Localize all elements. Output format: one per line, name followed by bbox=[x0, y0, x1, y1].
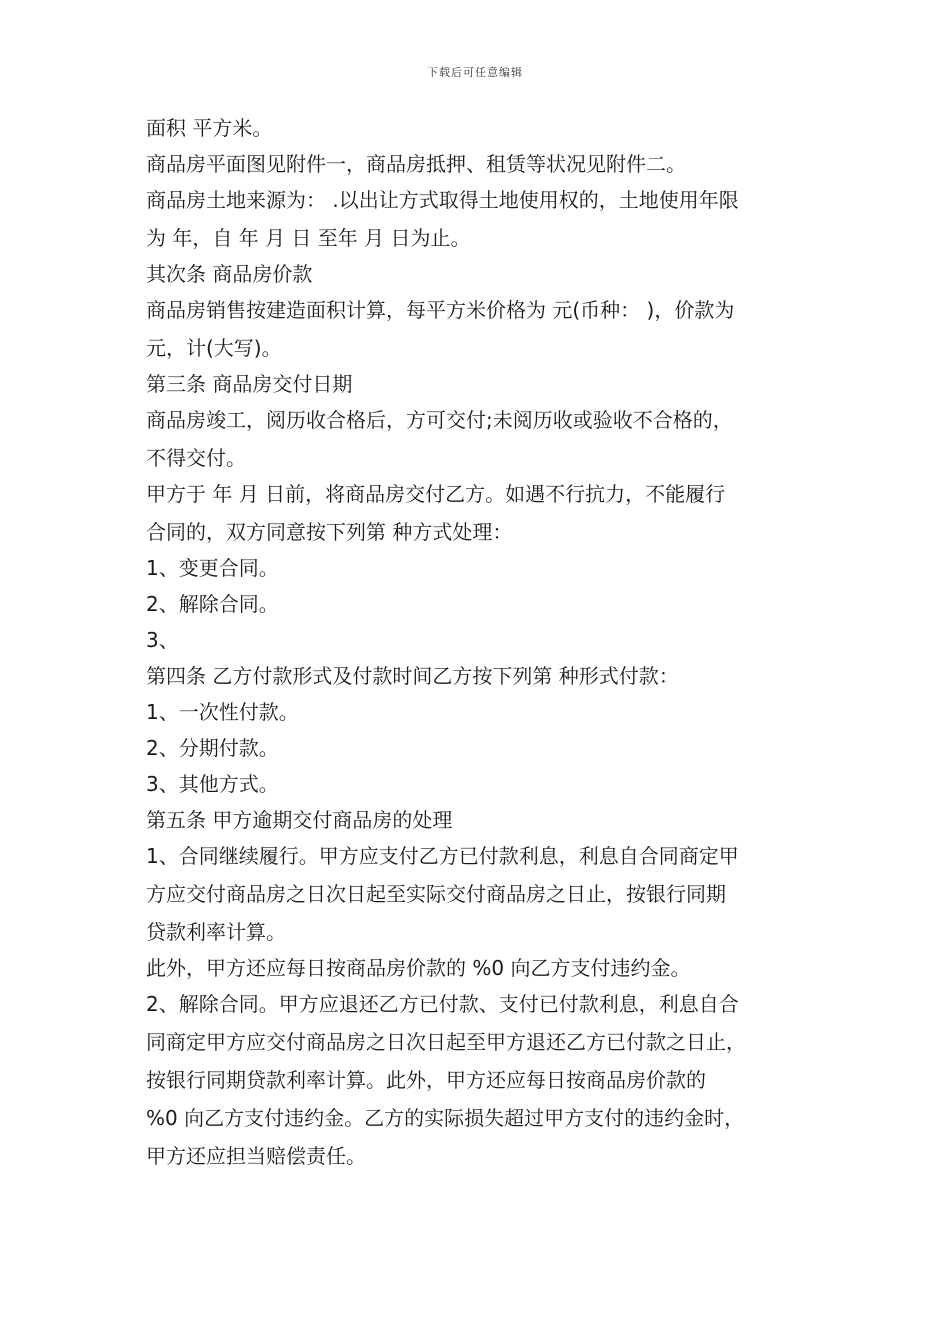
document-body bbox=[146, 116, 826, 1168]
text-line: 商品房土地来源为： .以出让方式取得土地使用权的，土地使用年限 bbox=[146, 188, 739, 212]
text-line: 方应交付商品房之日次日起至实际交付商品房之日止，按银行同期 bbox=[146, 882, 726, 906]
list-item: 3、 bbox=[146, 628, 179, 652]
page-header: 下载后可任意编辑 bbox=[427, 66, 523, 79]
text-line: 商品房销售按建造面积计算，每平方米价格为 元(币种： )，价款为 bbox=[146, 298, 735, 322]
list-item: 2、分期付款。 bbox=[146, 736, 279, 760]
text-line: 甲方于 年 月 日前，将商品房交付乙方。如遇不行抗力，不能履行 bbox=[146, 482, 726, 506]
text-line: 合同的，双方同意按下列第 种方式处理： bbox=[146, 520, 513, 544]
text-line: 甲方还应担当赔偿责任。 bbox=[146, 1144, 366, 1168]
section-heading: 第五条 甲方逾期交付商品房的处理 bbox=[146, 808, 453, 832]
text-line: 为 年，自 年 月 日 至年 月 日为止。 bbox=[146, 226, 471, 250]
text-line: 贷款利率计算。 bbox=[146, 920, 286, 944]
section-heading: 其次条 商品房价款 bbox=[146, 262, 313, 286]
list-item: 1、一次性付款。 bbox=[146, 700, 299, 724]
text-line: 商品房竣工，阅历收合格后，方可交付;未阅历收或验收不合格的， bbox=[146, 408, 733, 432]
text-line: 元，计(大写)。 bbox=[146, 336, 282, 360]
text-line: %0 向乙方支付违约金。乙方的实际损失超过甲方支付的违约金时， bbox=[146, 1106, 745, 1130]
text-line: 按银行同期贷款利率计算。此外，甲方还应每日按商品房价款的 bbox=[146, 1068, 706, 1092]
text-line: 此外，甲方还应每日按商品房价款的 %0 向乙方支付违约金。 bbox=[146, 956, 691, 980]
text-line: 1、合同继续履行。甲方应支付乙方已付款利息，利息自合同商定甲 bbox=[146, 844, 739, 868]
text-line: 不得交付。 bbox=[146, 446, 246, 470]
section-heading: 第四条 乙方付款形式及付款时间乙方按下列第 种形式付款： bbox=[146, 664, 679, 688]
text-line: 同商定甲方应交付商品房之日次日起至甲方退还乙方已付款之日止， bbox=[146, 1030, 746, 1054]
list-item: 1、变更合同。 bbox=[146, 556, 279, 580]
text-line: 2、解除合同。甲方应退还乙方已付款、支付已付款利息，利息自合 bbox=[146, 992, 739, 1016]
section-heading: 第三条 商品房交付日期 bbox=[146, 372, 353, 396]
text-line: 商品房平面图见附件一，商品房抵押、租赁等状况见附件二。 bbox=[146, 152, 686, 176]
list-item: 2、解除合同。 bbox=[146, 592, 279, 616]
text-line: 面积 平方米。 bbox=[146, 116, 273, 140]
list-item: 3、其他方式。 bbox=[146, 772, 279, 796]
